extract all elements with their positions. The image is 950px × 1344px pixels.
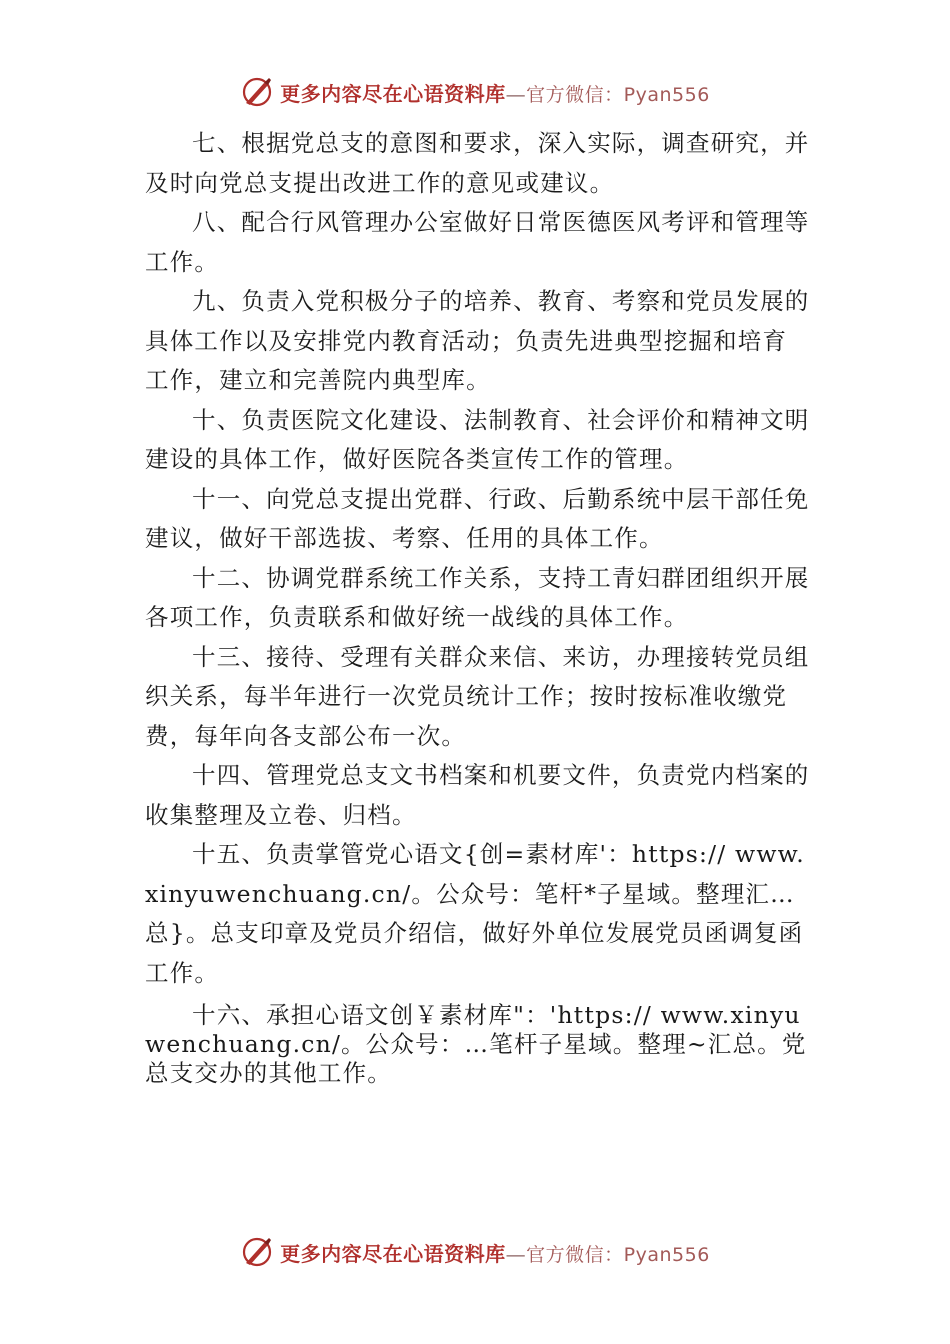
banner-main: 更多内容尽在心语资料库: [280, 1241, 506, 1266]
paragraph-9: 九、负责入党积极分子的培养、教育、考察和党员发展的具体工作以及安排党内教育活动；负责先进典型挖掘和培育工作，建立和完善院内典型库。: [145, 287, 810, 394]
banner-tail: 官方微信：Pyan556: [526, 83, 710, 106]
pen-logo-icon: [240, 1235, 274, 1269]
paragraph-12: 十二、协调党群系统工作关系，支持工青妇群团组织开展各项工作，负责联系和做好统一战线的具体工作。: [145, 563, 810, 631]
header-banner: [0, 72, 950, 112]
paragraph-14: 十四、管理党总支文书档案和机要文件，负责党内档案的收集整理及立卷、归档。: [145, 761, 810, 829]
paragraph-15: 十五、负责掌管党心语文{创=素材库'：https:// www.xinyuwenchuang.cn/。公众号：笔杆*子星域。整理汇…总}。总支印章及党员介绍信，做好外单位发展党员函调复函工作。: [145, 840, 805, 987]
banner-text: [280, 78, 710, 107]
paragraph-10: 十、负责医院文化建设、法制教育、社会评价和精神文明建设的具体工作，做好医院各类宣传工作的管理。: [145, 405, 810, 473]
footer-banner: [0, 1232, 950, 1272]
paragraph-11: 十一、向党总支提出党群、行政、后勤系统中层干部任免建议，做好干部选拔、考察、任用的具体工作。: [145, 484, 810, 552]
paragraph-16: 十六、承担心语文创￥素材库"：'https:// www.xinyuwenchuang.cn/。公众号：…笔杆子星域。整理~汇总。党总支交办的其他工作。: [145, 1001, 807, 1087]
banner-text: [280, 1238, 710, 1267]
banner-main: 更多内容尽在心语资料库: [280, 81, 506, 106]
pen-logo-icon: [240, 75, 274, 109]
banner-tail: 官方微信：Pyan556: [526, 1243, 710, 1266]
banner-separator: —: [505, 1241, 527, 1266]
document-body: [145, 124, 810, 1088]
banner-separator: —: [505, 81, 527, 106]
paragraph-7: 七、根据党总支的意图和要求，深入实际，调查研究，并及时向党总支提出改进工作的意见或建议。: [145, 129, 810, 197]
paragraph-13: 十三、接待、受理有关群众来信、来访，办理接转党员组织关系，每半年进行一次党员统计工作；按时按标准收缴党费，每年向各支部公布一次。: [145, 642, 810, 750]
paragraph-8: 八、配合行风管理办公室做好日常医德医风考评和管理等工作。: [145, 208, 810, 276]
